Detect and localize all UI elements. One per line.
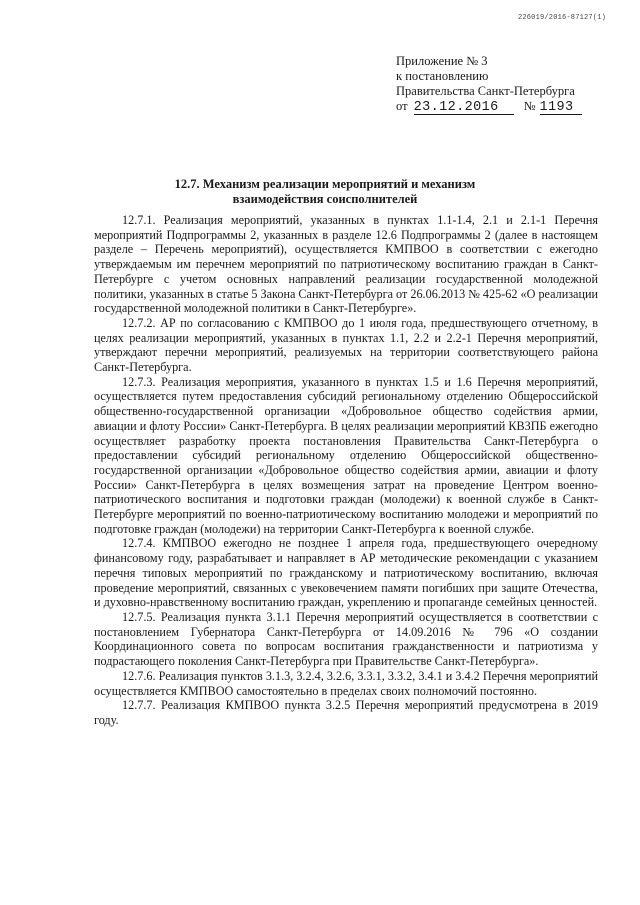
paragraph-12-7-3: 12.7.3. Реализация мероприятия, указанного в пунктах 1.5 и 1.6 Перечня мероприятий, осуществляется путем предоставления субсидий региональному отделению Общероссийской общественно-государственной организации «Добровольное общество содействия армии, авиации и флоту России» Санкт-Петербурга. В целях реализации мероприятий КВЗПБ ежегодно осуществляет разработку проекта постановления Правительства Санкт-Петербурга о предоставлении субсидий региональному отделению Общероссийской общественно-государственной организации «Добровольное общество содействия армии, авиации и флоту России» Санкт-Петербурга в целях возмещения затрат на проведение Центром военно-патриотического воспитания и подготовки граждан (молодежи) к военной службе в Санкт-Петербурге мероприятий по военно-патриотическому воспитанию молодежи и мероприятий по подготовке граждан (молодежи) на территории Санкт-Петербурга к военной службе. xyxy=(94,374,598,536)
paragraph-12-7-6: 12.7.6. Реализация пунктов 3.1.3, 3.2.4, 3.2.6, 3.3.1, 3.3.2, 3.4.1 и 3.4.2 Перечня мероприятий осуществляется КМПВОО самостоятельно в пределах своих полномочий постоянно. xyxy=(94,668,598,698)
appendix-authority: Правительства Санкт-Петербурга xyxy=(396,84,575,98)
appendix-date-line xyxy=(396,99,582,115)
section-heading xyxy=(110,177,540,207)
number-label: № xyxy=(523,99,536,113)
date-prefix: от xyxy=(396,99,408,113)
paragraph-12-7-1: 12.7.1. Реализация мероприятий, указанных в пунктах 1.1-1.4, 2.1 и 2.1-1 Перечня мероприятий Подпрограммы 2, указанных в разделе 12.6 Подпрограммы 2 (далее в настоящем разделе – Перечень мероприятий), осуществляется КМПВОО в соответствии с ежегодно утверждаемым им перечнем мероприятий по патриотическому воспитанию граждан в Санкт-Петербурге с учетом основных направлений реализации государственной молодежной политики, указанных в статье 5 Закона Санкт-Петербурга от 26.06.2013 № 425-62 «О реализации государственной молодежной политики в Санкт-Петербурге». xyxy=(94,213,599,316)
document-id: 226019/2016-87127(1) xyxy=(517,14,606,22)
appendix-title: Приложение № 3 xyxy=(396,54,488,68)
section-heading-line-2: взаимодействия соисполнителей xyxy=(232,192,418,206)
section-heading-line-1: 12.7. Механизм реализации мероприятий и механизм xyxy=(174,177,476,191)
section-body xyxy=(94,213,598,728)
paragraph-12-7-4: 12.7.4. КМПВОО ежегодно не позднее 1 апреля года, предшествующего очередному финансовому году, разрабатывает и направляет в АР методические рекомендации с указанием перечня типовых мероприятий по гражданскому и патриотическому воспитанию, включая проведение мероприятий, связанных с увековечением памяти погибших при защите Отечества, и духовно-нравственному воспитанию граждан, укреплению и пропаганде семейных ценностей. xyxy=(94,536,598,610)
paragraph-12-7-7: 12.7.7. Реализация КМПВОО пункта 3.2.5 Перечня мероприятий предусмотрена в 2019 году. xyxy=(94,698,598,727)
paragraph-12-7-5: 12.7.5. Реализация пункта 3.1.1 Перечня мероприятий осуществляется в соответствии с постановлением Губернатора Санкт-Петербурга от 14.09.2016 № 796 «О создании Координационного совета по вопросам воспитания гражданственности и патриотизма у подрастающего поколения Санкт-Петербурга при Правительстве Санкт-Петербурга». xyxy=(94,609,598,669)
decree-date: 23.12.2016 xyxy=(414,101,514,115)
paragraph-12-7-2: 12.7.2. АР по согласованию с КМПВОО до 1 июля года, предшествующего отчетному, в целях реализации мероприятий, указанных в пунктах 1.1, 2.2 и 2.2-1 Перечня мероприятий, утверждают перечни мероприятий, реализуемых на территории соответствующего района Санкт-Петербурга. xyxy=(94,315,598,375)
appendix-ref: к постановлению xyxy=(396,69,489,83)
decree-number: 1193 xyxy=(540,101,582,115)
appendix-block xyxy=(396,54,582,115)
